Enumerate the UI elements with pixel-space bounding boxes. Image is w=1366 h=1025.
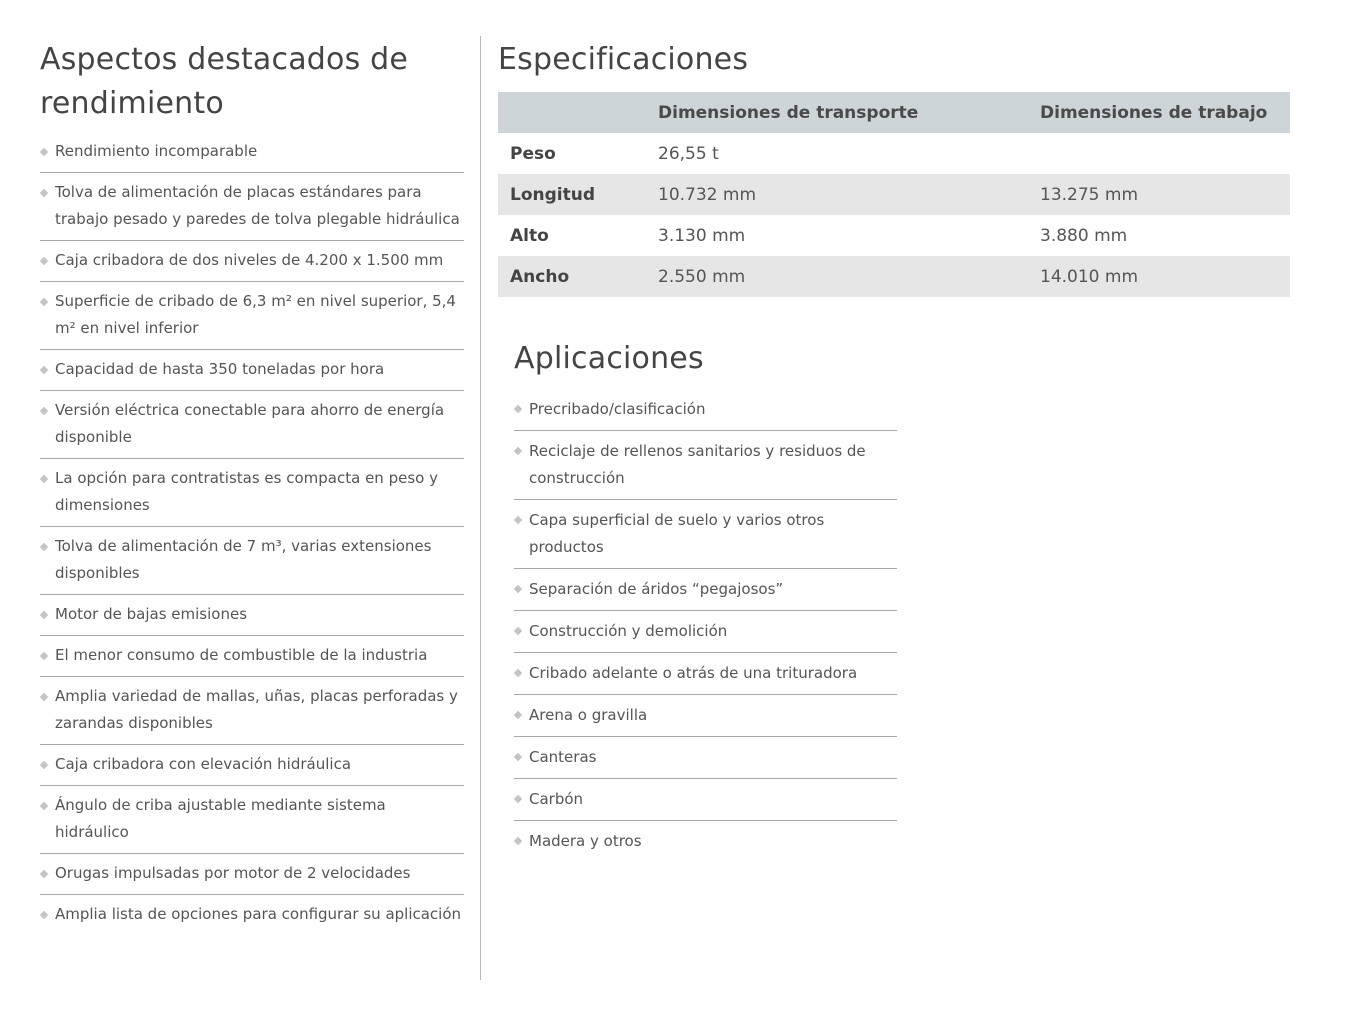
- bullet-icon: [40, 611, 48, 619]
- column-divider: [480, 36, 481, 980]
- list-item: Tolva de alimentación de placas estándares para trabajo pesado y paredes de tolva plegable hidráulica: [40, 179, 464, 241]
- bullet-icon: [40, 870, 48, 878]
- bullet-icon: [40, 802, 48, 810]
- list-item: Capacidad de hasta 350 toneladas por hora: [40, 356, 464, 391]
- highlights-title: Aspectos destacados de rendimiento: [40, 42, 409, 121]
- bullet-icon: [40, 543, 48, 551]
- list-item: Caja cribadora con elevación hidráulica: [40, 751, 464, 786]
- bullet-icon: [40, 911, 48, 919]
- row-label: Ancho: [498, 256, 658, 297]
- row-label: Alto: [510, 225, 549, 246]
- header-transport: Dimensiones de transporte: [658, 92, 1040, 133]
- bullet-icon: [514, 627, 522, 635]
- bullet-icon: [514, 447, 522, 455]
- table-row: [498, 174, 1290, 215]
- bullet-icon: [40, 407, 48, 415]
- list-item: El menor consumo de combustible de la industria: [40, 642, 464, 677]
- list-item: Carbón: [514, 779, 897, 821]
- working-value: 3.880 mm: [1040, 225, 1128, 246]
- list-item: Motor de bajas emisiones: [40, 601, 464, 636]
- list-item: Precribado/clasificación: [514, 389, 897, 431]
- list-item: Amplia variedad de mallas, uñas, placas perforadas y zarandas disponibles: [40, 683, 464, 745]
- bullet-icon: [40, 652, 48, 660]
- bullet-icon: [514, 837, 522, 845]
- list-item: Reciclaje de rellenos sanitarios y residuos de construcción: [514, 431, 897, 500]
- bullet-icon: [514, 516, 522, 524]
- list-item: Orugas impulsadas por motor de 2 velocidades: [40, 860, 464, 895]
- list-item: Versión eléctrica conectable para ahorro de energía disponible: [40, 397, 464, 459]
- list-item: Madera y otros: [514, 821, 897, 862]
- list-item: Construcción y demolición: [514, 611, 897, 653]
- working-value: 14.010 mm: [1040, 256, 1290, 297]
- list-item: Amplia lista de opciones para configurar su aplicación: [40, 901, 464, 935]
- table-row: [498, 133, 1290, 174]
- list-item: Caja cribadora de dos niveles de 4.200 x 1.500 mm: [40, 247, 464, 282]
- working-value: [1040, 133, 1290, 174]
- list-item: Capa superficial de suelo y varios otros productos: [514, 500, 897, 569]
- bullet-icon: [40, 257, 48, 265]
- bullet-icon: [40, 475, 48, 483]
- list-item: Arena o gravilla: [514, 695, 897, 737]
- working-value: 13.275 mm: [1040, 174, 1290, 215]
- highlights-section: [40, 38, 464, 935]
- specs-title: Especificaciones: [498, 42, 749, 77]
- bullet-icon: [514, 753, 522, 761]
- transport-value: 3.130 mm: [658, 225, 746, 246]
- applications-section: [514, 337, 897, 862]
- bullet-icon: [40, 366, 48, 374]
- bullet-icon: [514, 405, 522, 413]
- list-item: Canteras: [514, 737, 897, 779]
- bullet-icon: [514, 795, 522, 803]
- list-item: Separación de áridos “pegajosos”: [514, 569, 897, 611]
- bullet-icon: [514, 669, 522, 677]
- row-label: Longitud: [498, 174, 658, 215]
- specs-table: [498, 92, 1290, 297]
- header-cell-empty: [498, 92, 658, 133]
- applications-title: Aplicaciones: [514, 341, 704, 376]
- bullet-icon: [40, 693, 48, 701]
- specs-section: [498, 38, 1290, 862]
- list-item: Cribado adelante o atrás de una trituradora: [514, 653, 897, 695]
- table-row: [498, 215, 1290, 256]
- bullet-icon: [514, 711, 522, 719]
- bullet-icon: [40, 761, 48, 769]
- header-working: Dimensiones de trabajo: [1040, 92, 1290, 133]
- bullet-icon: [514, 585, 522, 593]
- list-item: La opción para contratistas es compacta en peso y dimensiones: [40, 465, 464, 527]
- transport-value: 10.732 mm: [658, 174, 1040, 215]
- transport-value: 2.550 mm: [658, 256, 1040, 297]
- applications-list: [514, 389, 897, 862]
- bullet-icon: [40, 298, 48, 306]
- list-item: Ángulo de criba ajustable mediante sistema hidráulico: [40, 792, 464, 854]
- bullet-icon: [40, 189, 48, 197]
- table-row: [498, 256, 1290, 297]
- row-label: Peso: [510, 143, 556, 164]
- list-item: Rendimiento incomparable: [40, 138, 464, 173]
- bullet-icon: [40, 148, 48, 156]
- transport-value: 26,55 t: [658, 143, 719, 164]
- list-item: Tolva de alimentación de 7 m³, varias extensiones disponibles: [40, 533, 464, 595]
- list-item: Superficie de cribado de 6,3 m² en nivel superior, 5,4 m² en nivel inferior: [40, 288, 464, 350]
- highlights-list: [40, 138, 464, 935]
- table-header-row: [498, 92, 1290, 133]
